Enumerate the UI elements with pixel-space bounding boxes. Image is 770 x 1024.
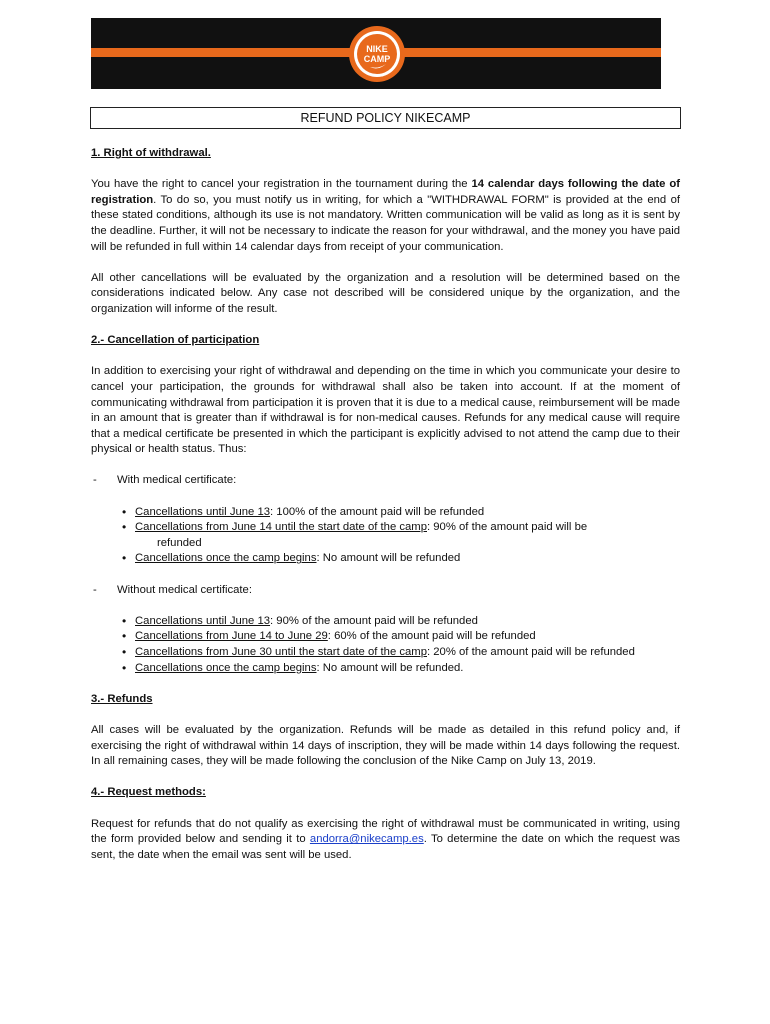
without-certificate-label: - Without medical certificate: bbox=[93, 583, 252, 596]
section-3-paragraph-1: All cases will be evaluated by the organization. Refunds will be made as detailed in this refund policy and, if exercising the right of withdrawal within 14 days of inscription, they will be made within 14 days following the request. In all remaining cases, they will be made following the conclusion of the Nike Camp on July 13, 2019. bbox=[91, 723, 680, 768]
section-2-paragraph-1: In addition to exercising your right of withdrawal and depending on the time in which you communicate your desire to cancel your participation, the grounds for withdrawal shall also be taken into account. If at the moment of communicating withdrawal from participation it is proven that it is due to a medical cause, reimbursement will be made in an amount that is greater than if withdrawal is for non-medical causes. Refunds for any medical cause will require that a medical certificate be presented in which the participant is explicitly advised to not attend the camp due to their physical or health status. Thus: bbox=[91, 365, 680, 456]
without-certificate-list bbox=[91, 614, 680, 676]
section-2-heading: 2.- Cancellation of participation bbox=[91, 334, 260, 347]
header-banner bbox=[91, 18, 661, 89]
section-4-paragraph-1: Request for refunds that do not qualify as exercising the right of withdrawal must be communicated in writing, using the form provided below and sending it to andorra@nikecamp.es. To determine the date on which the request was sent, the date when the email was sent will be used. bbox=[91, 817, 680, 861]
list-item: • Cancellations once the camp begins: No amount will be refunded bbox=[122, 551, 461, 566]
section-3-heading: 3.- Refunds bbox=[91, 692, 153, 705]
logo-line1: NIKE bbox=[366, 44, 388, 54]
list-item: • Cancellations from June 14 to June 29: 60% of the amount paid will be refunded bbox=[122, 629, 536, 644]
nike-camp-logo bbox=[348, 25, 406, 83]
list-item: • Cancellations from June 14 until the start date of the camp: 90% of the amount paid will be refunded bbox=[122, 520, 588, 549]
list-item: • Cancellations until June 13: 90% of the amount paid will be refunded bbox=[122, 613, 478, 628]
section-1-paragraph-1: You have the right to cancel your registration in the tournament during the 14 calendar days following the date of registration. To do so, you must notify us in writing, for which a "WITHDRAWAL FORM" is provided at the end of these stated conditions, although its use is not mandatory. Written communication will be valid as long as it is sent by the deadline. Further, it will not be necessary to indicate the reason for your withdrawal, and the money you have paid will be refunded in full within 14 calendar days from receipt of your communication. bbox=[91, 178, 680, 253]
section-4-heading: 4.- Request methods: bbox=[91, 786, 206, 799]
list-item: • Cancellations until June 13: 100% of the amount paid will be refunded bbox=[122, 504, 485, 519]
logo-line2: CAMP bbox=[363, 54, 391, 64]
list-item: • Cancellations from June 30 until the start date of the camp: 20% of the amount paid will be refunded bbox=[122, 645, 635, 659]
list-item: • Cancellations once the camp begins: No amount will be refunded. bbox=[122, 660, 464, 675]
with-certificate-label: - With medical certificate: bbox=[93, 474, 237, 487]
email-link[interactable]: andorra@nikecamp.es bbox=[309, 833, 424, 846]
section-1-heading: 1. Right of withdrawal. bbox=[91, 147, 211, 159]
section-1-paragraph-2: All other cancellations will be evaluated by the organization and a resolution will be determined based on the considerations indicated below. Any case not described will be considered unique by the organization, and the organization will informe of the result. bbox=[91, 271, 680, 315]
page-title: REFUND POLICY NIKECAMP bbox=[90, 107, 681, 129]
with-certificate-list bbox=[91, 505, 680, 567]
document-body bbox=[91, 146, 680, 863]
